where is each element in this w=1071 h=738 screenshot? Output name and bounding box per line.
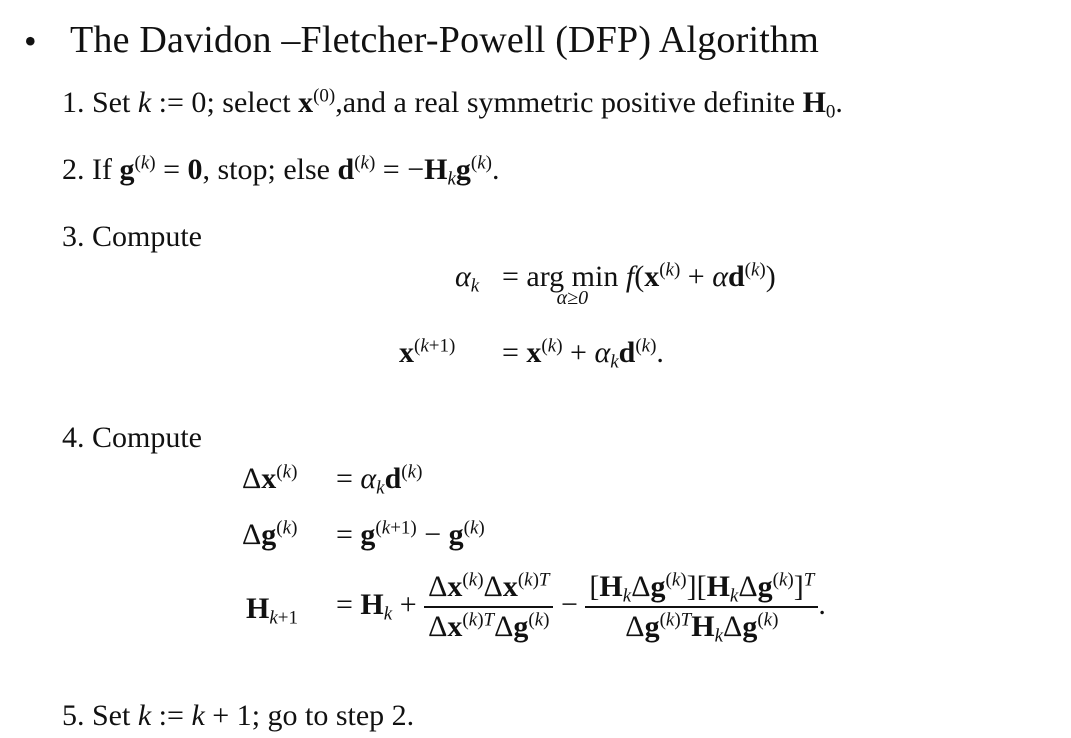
bullet-icon: • [24,21,37,61]
step-1: 1. Set k := 0; select $x^{(0)},and$ a real symmetric positive definite $H_0$. [62,85,843,123]
equation-delta-g-lhs: $\Delta g^{(k)}$ [242,517,298,551]
step-number: 2. [62,153,85,186]
step-text: ; go to step 2. [251,699,415,732]
step-5: 5. Set k := k + 1; go to step 2. [62,699,415,732]
step-text: Set [92,86,131,119]
equation-x-update-lhs: $x^{(k+1)}$ [399,335,456,369]
equation-delta-x-lhs: $\Delta x^{(k)}$ [242,461,298,495]
step-text: Compute [92,220,202,253]
equation-h-update-lhs: $H_{k+1}$ [246,592,298,629]
step-text: If [92,153,112,186]
equation-alpha-lhs: $\alpha_k$ [455,260,480,297]
step-number: 5. [62,699,85,732]
equation-delta-g-rhs: = $g^{(k+1)} - g^{(k)}$ [336,517,485,551]
equation-alpha-rhs: = arg min α≥0 $f(x^{(k)} + \alpha d^{(k)})$ [502,259,776,309]
step-2: 2. If $g^{(k)} = 0$, stop; else $d^{(k)} = -H_kg^{(k)}$. [62,152,500,190]
step-number: 3. [62,220,85,253]
step-number: 4. [62,421,85,454]
step-number: 1. [62,86,85,119]
step-text: ; select [206,86,291,119]
fraction-rank-one-x: $\frac{\Delta x^{(k)}\Delta x^{(k)T}}{\Delta x^{(k)T}\Delta g^{(k)}}$ [424,572,553,642]
equation-delta-x-rhs: = $\alpha_kd^{(k)}$ [336,461,423,499]
argmin-limit: α≥0 [556,287,589,309]
step-4 [62,423,202,453]
equation-h-update-rhs: = $H_k$ + $\frac{\Delta x^{(k)}\Delta x^{(k)T}}{\Delta x^{(k)T}\Delta g^{(k)}}$ − $\frac{[H_k\Delta g^{(k)}][H_k\Delta g^{(k)}]^T}{\Delta g^{(k)T}H_k\Delta g^{(k)}}$ . [336,569,826,647]
step-3 [62,222,202,252]
slide-title: The Davidon –Fletcher-Powell (DFP) Algorithm [70,19,819,61]
fraction-rank-one-g: $\frac{[H_k\Delta g^{(k)}][H_k\Delta g^{(k)}]^T}{\Delta g^{(k)T}H_k\Delta g^{(k)}}$ [585,572,818,642]
step-text: , stop; else [202,153,330,186]
step-text: Set [92,699,131,732]
step-text: Compute [92,421,202,454]
step-text: ,and a real symmetric positive definite [335,86,796,119]
argmin-operator: arg min [526,260,619,293]
equation-x-update-rhs: = $x^{(k)} + \alpha_kd^{(k)}$. [502,335,664,373]
